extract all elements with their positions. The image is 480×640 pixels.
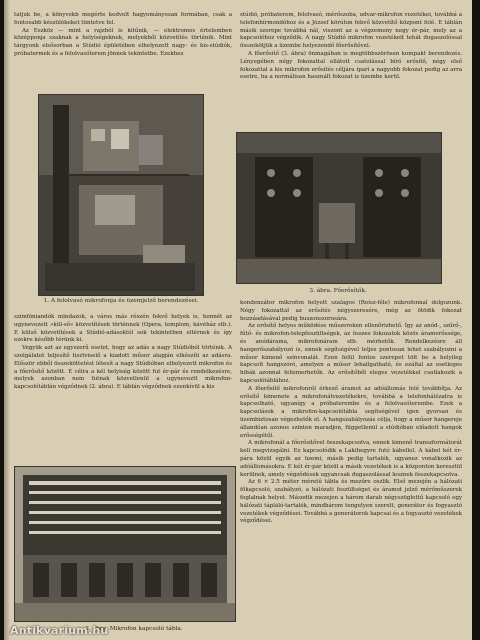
paragraph: Az erősítő helyes működése műszereken ellenőrizhető. Így az anód-, szűrő-, fűtő- és mikrofon-telepfeszültségek, az összes fokozatok közös áramerőssége, és anódárama, mikrofonáram stb. mérhetők. Rendelkezésre áll hangerőszabályozó is, ennek segítségével teljes pontosan lehet szabályozni a műsor kimenő színvonalát. Ezen felül fontos szerepet tölt be a helyileg kapcsolt hangszóró, amelyen a műsor lehallgatható, és ezáltal az esetleges hibák azonnal felismerhetők. Az erősítőből eleges vezetékkel csatlakozik a kapcsolótáblához. <box>240 323 462 384</box>
figure-1-illustration <box>39 95 203 295</box>
figure-1-photo <box>38 94 204 296</box>
watermark-logo: Antikvarium.hu <box>10 624 109 637</box>
paragraph: A főerősítő mikrofonról érkező áramot az adóállomás felé továbbítja. Az erősítő kimenete a mikrofonátvezetékekre, továbbá a telefonhálózatra is kapcsolható, ugyanígy a próbaterembe és a felolvasóterembe. Ezek a kapcsolások a mikrofon-kapcsolótábla segítségével igen gyorsan és üzembiztosan végezhetők el. A hangszabályozás célja, hogy a műsor hangereje állandóan azonos szinten maradjon, függetlenül a stúdióban előadott hangok erősségétől. <box>240 385 462 439</box>
right-column-top <box>240 12 462 82</box>
paragraph: A főerősítő (3. ábra) önmagában is megtöbbszörösen kompakt berendezés. Lényegében négy fokozattal ellátott csatolással bíró erősítő, négy első fokozattal a kis mikrofon erősítés céljára ipari a nagyobb fokozat pedig az arra esetre, ha a normálisan használt fokozat is üzembe kerül. <box>240 50 462 81</box>
figure-3-photo <box>236 132 442 284</box>
figure-1-caption: 1. A felolvasó mikrofonja és üzemjelző berendezései. <box>43 298 199 304</box>
paragraph: A mikrofonál a főerősítővel összekapcsolva, ennek kimenő transzformátorát kell megvizsgálni. Ez kapcsolódik a Lakihegyre futó kábellel. A kábel két ér-pára közül egyik az üzemi, másik pedig tartalék, ugyanez vonatkozik az adóállomásokra. E két ér-pár közül a másik vezetékek is a központon keresztül kerülnek, amely végződések ugyancsak dugaszolással lesznek összekapcsolva. <box>240 440 462 478</box>
paragraph: kondenzátor mikrofon helyett szalagos (Reisz-féle) mikrofonnal dolgozunk. Négy fokozattal az erősítés négyszeresére, még az ötödik fokozat hozzáadásával pedig huszonszorosára. <box>240 300 462 322</box>
paragraph: Vegyük azt az egyszerű esetet, hogy az adás a nagy Stúdióból történik. A szolgálatot teljesítő tisztviselő a kiadott műsor alapján elkészíti az adásra. Először ebből összeköttetést létesít a nagy Stúdióban elhelyezett mikrofon és a főerősítő között. E célra a kél helyiség között fut ér-pár és rendelkezésre, melyek azonban nem futnak közvetlenül a ugyneveztt mikrofon-kapcsolótáblán végződnek (2. ábra). E táblán végződnek ezenkívül a kis <box>14 345 232 391</box>
page-fold-shadow <box>4 0 10 640</box>
left-column-middle <box>14 314 232 392</box>
paragraph: Az Eszköz — mint a rajzból is kitűnik, — elektromos értelemben középponja szaknak a helyiségeknek, melyekből közvetítés történik. Mint tárgyonk elsősorban a Stúdió épületében elhelyezett nagy- és kis-stúdiók, próbatermek és a felolvasóterem jönnek tekintetbe. Ezekhez <box>14 27 232 57</box>
left-column-top <box>14 12 232 59</box>
figure-2-illustration <box>15 467 235 621</box>
paragraph: tatjuk be, a könyvekb megérte kedvelt hagyományosan formában, csak a fontosabb készülékeket tüntetve fel. <box>14 12 232 26</box>
paragraph: Az 6 × 2.5 méter méretű tábla és mezőre oszlik. Első mezején a hálózati főkapcsoló, szabályzó, a hálózati feszültséget és áramot jelző mérőműszerek foglalnak helyet. Második mezejen a három darab négyszöglettű kapcsoló egy hálózati tápláló-tartalék, mindhárom tengelyen szerelt, generátor és fogyasztó vezetékek végződései. Továbbá a generátorok kapcsai és a fogyasztó vezetékek végződései. <box>240 479 462 525</box>
scanned-page <box>4 0 472 640</box>
figure-3-caption: 3. ábra. Főerősítők. <box>309 288 367 294</box>
figure-2-caption: 2. ábra. Mikrofon kapcsoló tábla. <box>85 626 183 632</box>
figure-2-photo <box>14 466 236 622</box>
paragraph: szimfóniandók mindazok, a város más részén fekvő helyek is, honnét az ugynevezett »kül-ső« közvetítések történnek (Opera, templom, kávéház stb.). E külső közvetítések a Stúdió-adásoktól sok tekintetben eltérnek és így ezekre később térünk ki. <box>14 314 232 344</box>
paragraph: stúdió, próbaterem, felolvasó, mérőszoba, udvar-mikrofon vezetékei, továbbá a telefonhírmondóhoz és a József körúton fekvő közvetítő központ felé. E táblán másik szerepe továbbá nál, viszont az a végzemeny negy ér-pár, mely az a kapcsolóhoz végződik. A nagy Stúdió mikrofon vezetékeit tehát dugaszolóssal összekötjük a üzembe helyezendő főerősítővel. <box>240 12 462 50</box>
figure-3-illustration <box>237 133 441 283</box>
right-column-bottom <box>240 300 462 526</box>
